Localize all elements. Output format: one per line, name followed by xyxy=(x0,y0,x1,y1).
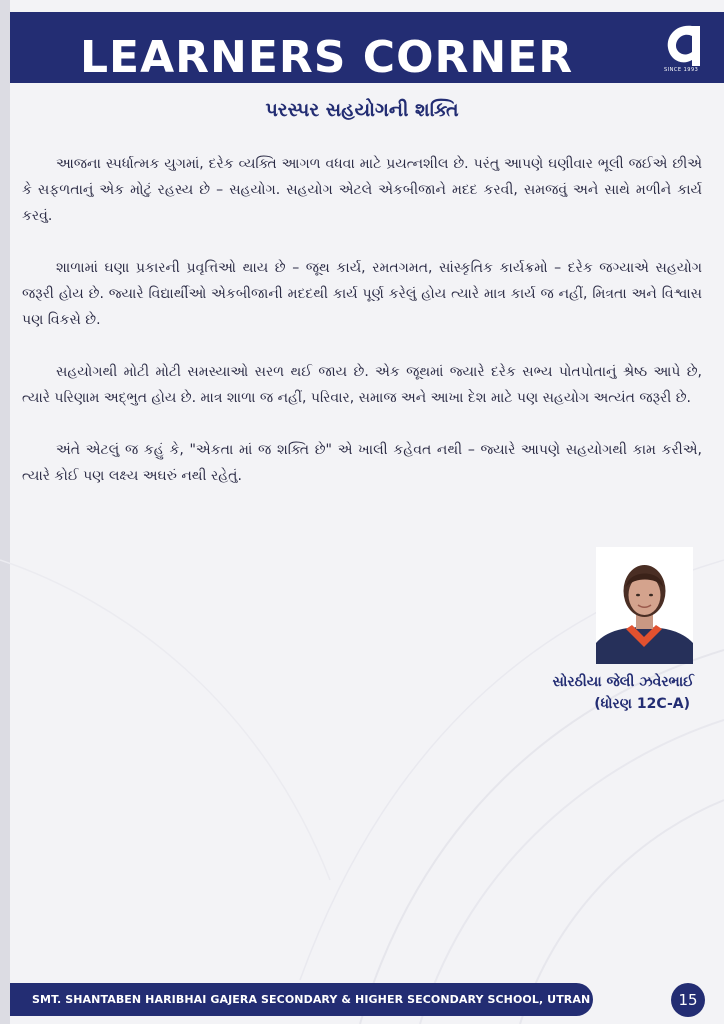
footer-school-name: SMT. SHANTABEN HARIBHAI GAJERA SECONDARY & HIGHER SECONDARY SCHOOL, UTRAN xyxy=(32,993,591,1006)
author-class: (ધોરણ 12C-A) xyxy=(594,696,690,712)
page-number: 15 xyxy=(671,983,705,1017)
article-title: પરસ્પર સહયોગની શક્તિ xyxy=(265,99,459,121)
article-paragraph: આજના સ્પર્ધાત્મક યુગમાં, દરેક વ્યક્તિ આગળ વધવા માટે પ્રયત્નશીલ છે. પરંતુ આપણે ઘણીવાર ભૂલી જઈએ છીએ કે સફળતાનું એક મોટું રહસ્ય છે – સહયોગ. સહયોગ એટલે એકબીજાને મદદ કરવી, સમજવું અને સાથે મળીને કાર્ય કરવું. xyxy=(22,156,702,224)
article-body xyxy=(22,151,702,515)
logo-caption: SINCE 1993 xyxy=(664,67,699,73)
author-photo xyxy=(596,547,693,664)
section-title: LEARNERS CORNER xyxy=(80,32,574,83)
author-portrait-icon xyxy=(596,547,693,664)
school-logo-icon xyxy=(662,20,708,74)
article-paragraph: સહયોગથી મોટી મોટી સમસ્યાઓ સરળ થઈ જાય છે. એક જૂથમાં જ્યારે દરેક સભ્ય પોતપોતાનું શ્રેષ્ઠ આપે છે, ત્યારે પરિણામ અદ્ભુત હોય છે. માત્ર શાળા જ નહીં, પરિવાર, સમાજ અને આખા દેશ માટે પણ સહયોગ અત્યંત જરૂરી છે. xyxy=(22,364,702,406)
article-paragraph: અંતે એટલું જ કહું કે, "એકતા માં જ શક્તિ છે" એ ખાલી કહેવત નથી – જ્યારે આપણે સહયોગથી કામ કરીએ, ત્યારે કોઈ પણ લક્ષ્ય અઘરું નથી રહેતું. xyxy=(22,442,702,484)
author-name: સોરઠીયા જેલી ઝવેરભાઈ xyxy=(552,674,694,690)
article-paragraph: શાળામાં ઘણા પ્રકારની પ્રવૃત્તિઓ થાય છે – જૂથ કાર્ય, રમતગમત, સાંસ્કૃતિક કાર્યક્રમો – દરેક જગ્યાએ સહયોગ જરૂરી હોય છે. જ્યારે વિદ્યાર્થીઓ એકબીજાની મદદથી કાર્ય પૂર્ણ કરેલું હોય ત્યારે માત્ર કાર્ય જ નહીં, મિત્રતા અને વિશ્વાસ પણ વિકસે છે. xyxy=(22,260,702,328)
